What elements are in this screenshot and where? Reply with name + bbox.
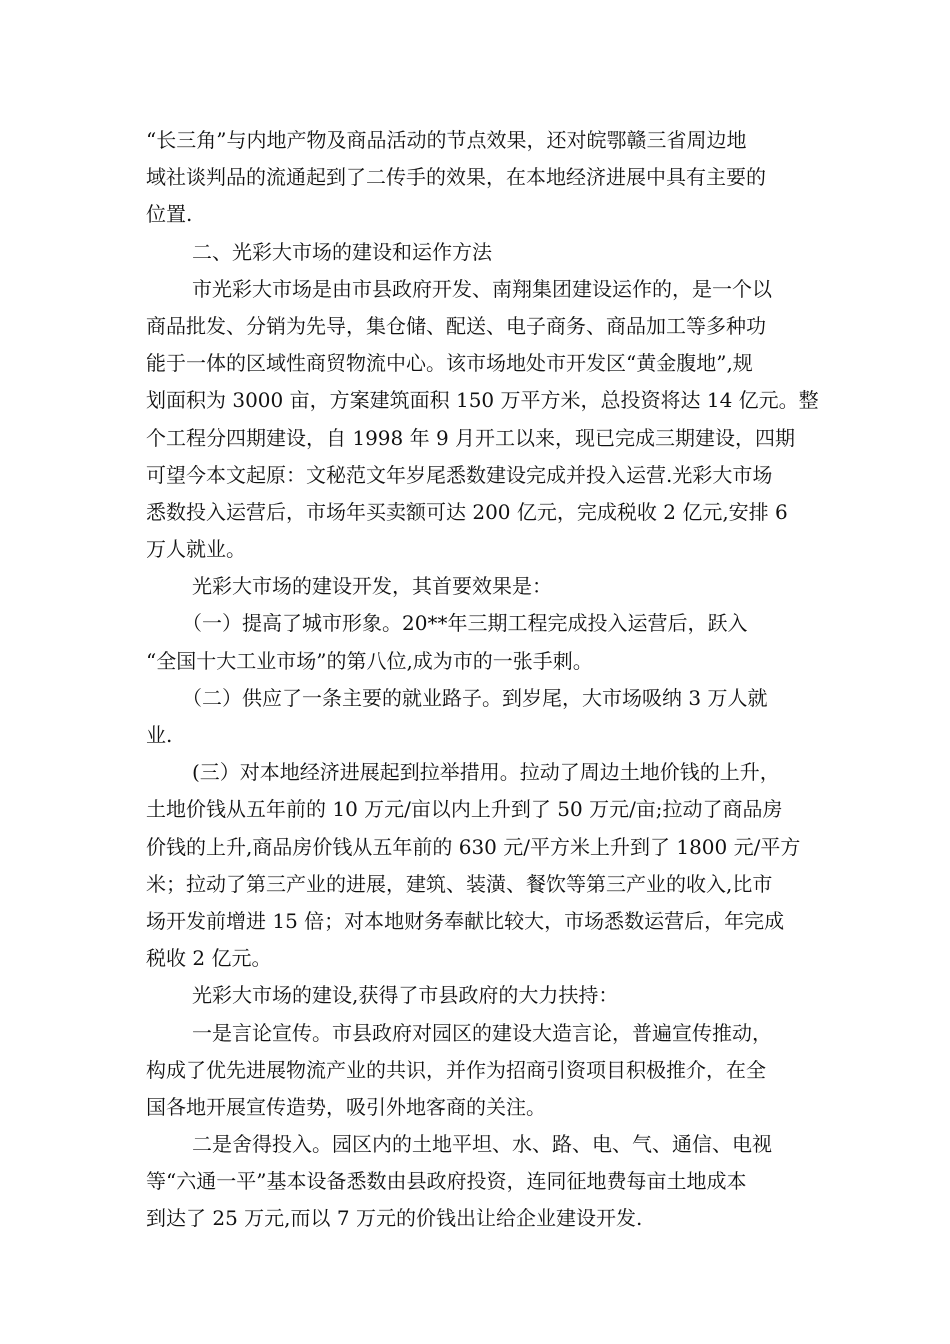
text-line: 商品批发、分销为先导，集仓储、配送、电子商务、商品加工等多种功	[146, 313, 766, 338]
list-item: (三）对本地经济进展起到拉举措用。拉动了周边土地价钱的上升，	[192, 760, 780, 785]
text-line: “长三角”与内地产物及商品活动的节点效果，还对皖鄂赣三省周边地	[146, 128, 747, 152]
text-line: 光彩大市场的建设开发，其首要效果是：	[192, 574, 552, 599]
text-line: 能于一体的区域性商贸物流中心。该市场地处市开发区“黄金腹地”,规	[146, 351, 753, 376]
text-line: 一是言论宣传。市县政府对园区的建设大造言论，普遍宣传推动，	[192, 1020, 772, 1045]
text-line: 米；拉动了第三产业的进展，建筑、装潢、餐饮等第三产业的收入,比市	[146, 871, 773, 896]
text-line: 可望今本文起原：文秘范文年岁尾悉数建设完成并投入运营.光彩大市场	[146, 462, 773, 487]
text-line: 位置.	[146, 202, 193, 227]
text-line: 场开发前增进 15 倍；对本地财务奉献比较大，市场悉数运营后，年完成	[146, 908, 785, 933]
text-line: 税收 2 亿元。	[146, 946, 272, 971]
section-heading: 二、光彩大市场的建设和运作方法	[192, 239, 492, 264]
text-line: “全国十大工业市场”的第八位,成为市的一张手刺。	[146, 648, 593, 673]
text-line: 业.	[146, 723, 173, 747]
list-item: （一）提高了城市形象。20**年三期工程完成投入运营后，跃入	[182, 611, 748, 636]
list-item: （二）供应了一条主要的就业路子。到岁尾，大市场吸纳 3 万人就	[182, 685, 768, 710]
text-line: 悉数投入运营后，市场年买卖额可达 200 亿元，完成税收 2 亿元,安排 6	[146, 499, 788, 524]
document-body	[146, 122, 819, 1238]
text-line: 到达了 25 万元,而以 7 万元的价钱出让给企业建设开发.	[146, 1206, 643, 1231]
text-line: 二是舍得投入。园区内的土地平坦、水、路、电、气、通信、电视	[192, 1132, 772, 1157]
text-line: 等“六通一平”基本设备悉数由县政府投资，连同征地费每亩土地成本	[146, 1169, 747, 1194]
text-line: 市光彩大市场是由市县政府开发、南翔集团建设运作的，是一个以	[192, 276, 772, 301]
text-line: 国各地开展宣传造势，吸引外地客商的关注。	[146, 1094, 546, 1119]
text-line: 光彩大市场的建设,获得了市县政府的大力扶持：	[192, 983, 619, 1008]
text-line: 域社谈判品的流通起到了二传手的效果，在本地经济进展中具有主要的	[146, 165, 766, 190]
text-line: 价钱的上升,商品房价钱从五年前的 630 元/平方米上升到了 1800 元/平方	[146, 834, 801, 859]
text-line: 万人就业。	[146, 537, 246, 562]
text-line: 土地价钱从五年前的 10 万元/亩以内上升到了 50 万元/亩;拉动了商品房	[146, 797, 783, 822]
text-line: 个工程分四期建设，自 1998 年 9 月开工以来，现已完成三期建设，四期	[146, 425, 796, 450]
text-line: 划面积为 3000 亩，方案建筑面积 150 万平方米，总投资将达 14 亿元。整	[146, 388, 819, 413]
text-line: 构成了优先进展物流产业的共识，并作为招商引资项目积极推介，在全	[146, 1057, 766, 1082]
